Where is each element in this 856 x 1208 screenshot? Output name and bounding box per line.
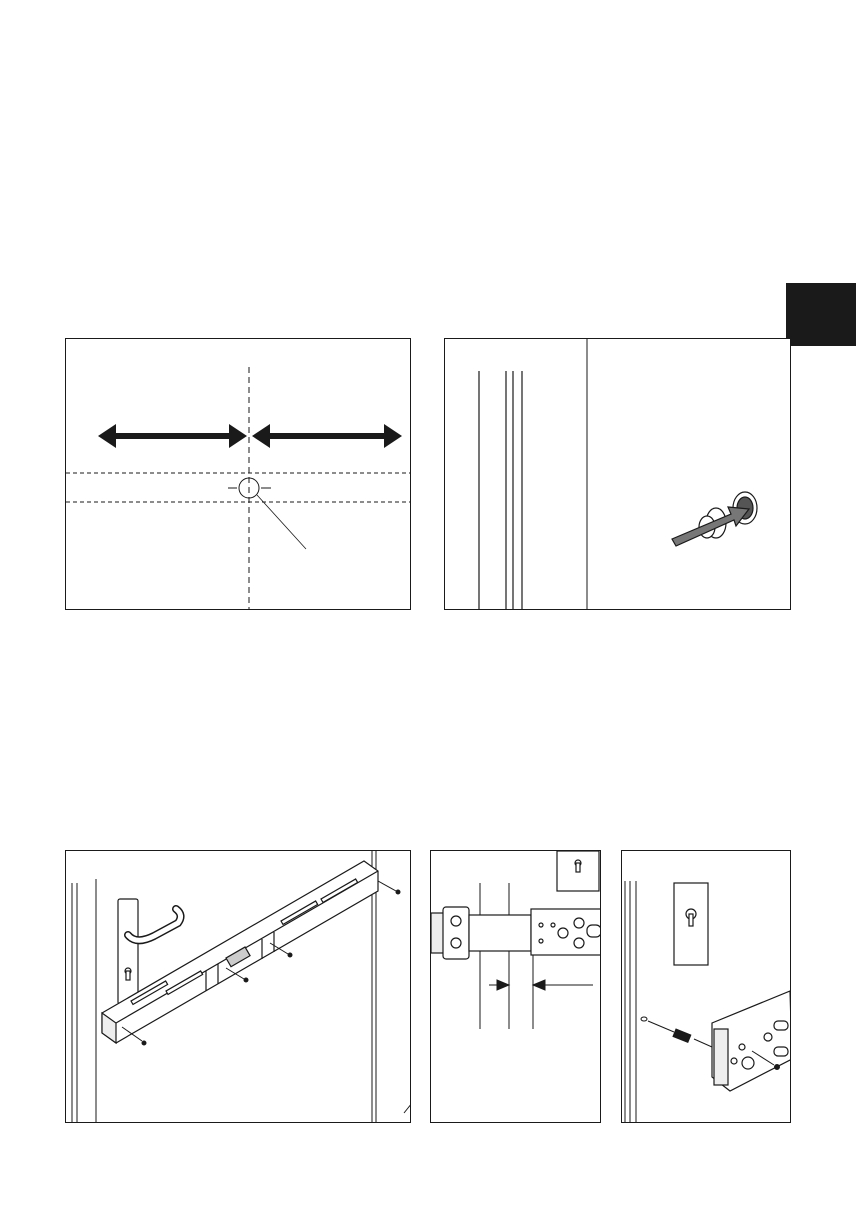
lock-plate xyxy=(674,883,708,965)
figure-end-cap-detail xyxy=(621,850,791,1123)
gap-arrow-left xyxy=(489,980,509,990)
double-arrow-right xyxy=(252,424,402,448)
rail-end xyxy=(712,991,791,1091)
gap-measurement-diagram xyxy=(431,851,601,1123)
section-tab xyxy=(786,283,856,346)
figure-rail-mounting xyxy=(65,850,411,1123)
plug-insertion-diagram xyxy=(445,339,791,610)
section-tab-shape xyxy=(786,283,856,346)
center-marking-diagram xyxy=(66,339,411,610)
lock-plate xyxy=(557,851,599,891)
frame-lines xyxy=(480,883,533,1029)
figure-center-marking xyxy=(65,338,411,610)
gap-arrow-right xyxy=(533,980,593,990)
figure-plug-insertion xyxy=(444,338,791,610)
double-arrow-left xyxy=(98,424,247,448)
frame-lines xyxy=(625,881,636,1123)
leader-line xyxy=(257,495,306,549)
end-cap-detail-diagram xyxy=(622,851,791,1123)
figure-gap-measurement xyxy=(430,850,601,1123)
handle-plate xyxy=(118,899,138,1004)
rail-mounting-diagram xyxy=(66,851,411,1123)
rail-end-cap xyxy=(431,907,601,959)
screws xyxy=(122,881,400,1045)
set-screw xyxy=(641,1017,712,1047)
rail-assembly xyxy=(102,861,378,1043)
